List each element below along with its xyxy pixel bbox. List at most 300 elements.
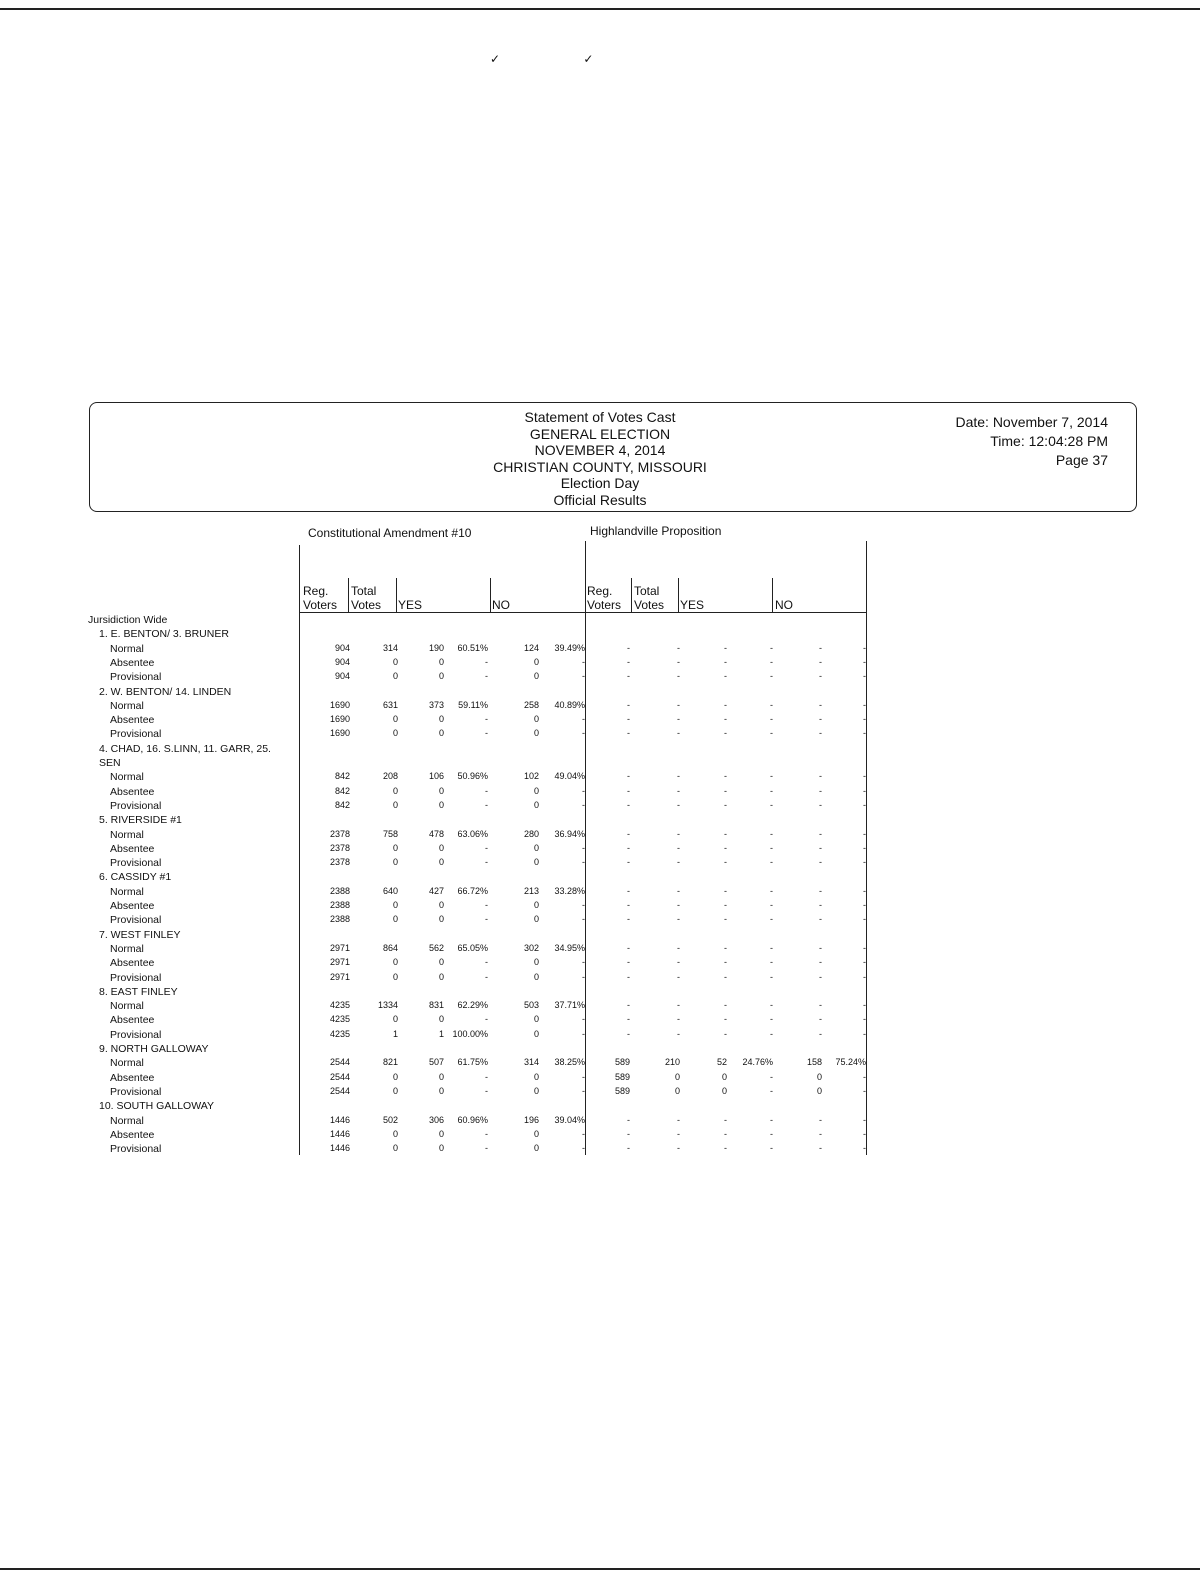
cell-value: - [770,1143,773,1154]
vote-type-label: Provisional [110,671,162,684]
cell-value: - [627,714,630,725]
table-row [0,657,1200,671]
cell-value: 0 [533,671,539,682]
cell-value: - [582,1085,585,1096]
cell-value: 0 [438,799,444,810]
cell-value: 0 [438,971,444,982]
table-row [0,771,1200,785]
table-row [0,1072,1200,1086]
cell-value: 0 [674,1071,680,1082]
cell-value: 0 [392,1128,398,1139]
cell-value: - [724,857,727,868]
precinct-label: 4. CHAD, 16. S.LINN, 11. GARR, 25. [99,742,271,755]
cell-value: - [863,942,866,953]
cell-value: 4235 [329,1014,350,1025]
cell-value: 478 [428,828,444,839]
table-row [0,628,1200,642]
precinct-label: 5. RIVERSIDE #1 [99,814,182,827]
cell-value: - [485,1085,488,1096]
cell-value: - [724,1000,727,1011]
cell-value: - [863,1028,866,1039]
cell-value: - [582,1014,585,1025]
cell-value: - [677,914,680,925]
cell-value: 0 [438,785,444,796]
cell-value: 33.28% [554,885,585,896]
cell-value: 196 [523,1114,539,1125]
cell-value: - [863,1071,866,1082]
col-tick [678,578,679,612]
col-header-no: NO [492,598,510,612]
cell-value: 0 [392,842,398,853]
cell-value: 1446 [329,1128,350,1139]
cell-value: 39.49% [554,642,585,653]
cell-value: - [627,799,630,810]
cell-value: - [863,1114,866,1125]
cell-value: 0 [392,799,398,810]
vote-type-label: Provisional [110,1028,162,1041]
cell-value: - [724,842,727,853]
cell-value: - [677,828,680,839]
cell-value: - [863,656,866,667]
cell-value: - [819,785,822,796]
table-row [0,1143,1200,1157]
cell-value: - [819,1114,822,1125]
table-row [0,757,1200,771]
cell-value: - [724,699,727,710]
cell-value: - [582,914,585,925]
cell-value: 427 [428,885,444,896]
cell-value: 758 [382,828,398,839]
col-tick [490,578,491,612]
cell-value: - [819,842,822,853]
cell-value: 0 [533,842,539,853]
cell-value: - [770,1028,773,1039]
cell-value: 831 [428,1000,444,1011]
cell-value: - [677,642,680,653]
cell-value: - [627,1014,630,1025]
cell-value: 2378 [329,842,350,853]
cell-value: - [677,728,680,739]
col-header-total-votes: Total Votes [634,584,665,612]
cell-value: 0 [533,857,539,868]
cell-value: - [582,1128,585,1139]
cell-value: 2544 [329,1085,350,1096]
table-row [0,871,1200,885]
col-tick [396,578,397,612]
cell-value: - [724,656,727,667]
cell-value: - [627,699,630,710]
report-title-block [390,409,810,508]
cell-value: - [819,799,822,810]
cell-value: - [677,785,680,796]
table-row [0,1000,1200,1014]
cell-value: 0 [438,842,444,853]
cell-value: - [582,728,585,739]
table-row [0,1086,1200,1100]
vote-type-label: Absentee [110,957,155,970]
cell-value: - [819,914,822,925]
cell-value: 0 [438,1071,444,1082]
cell-value: 0 [816,1071,822,1082]
table-row [0,1029,1200,1043]
col-header-yes: YES [398,598,423,612]
cell-value: 589 [614,1085,630,1096]
cell-value: - [627,785,630,796]
cell-value: - [627,1128,630,1139]
cell-value: - [485,671,488,682]
cell-value: 0 [438,656,444,667]
cell-value: - [819,656,822,667]
cell-value: 2544 [329,1057,350,1068]
cell-value: 0 [438,1014,444,1025]
cell-value: - [819,771,822,782]
cell-value: 38.25% [554,1057,585,1068]
precinct-label: 7. WEST FINLEY [99,928,181,941]
cell-value: 0 [392,971,398,982]
cell-value: 0 [392,1071,398,1082]
cell-value: 2388 [329,914,350,925]
cell-value: - [677,885,680,896]
cell-value: 842 [334,785,350,796]
table-row [0,1115,1200,1129]
vote-type-label: Normal [110,828,144,841]
cell-value: - [819,971,822,982]
cell-value: - [582,842,585,853]
cell-value: - [819,699,822,710]
cell-value: 124 [523,642,539,653]
cell-value: - [770,900,773,910]
cell-value: 52 [716,1057,727,1068]
cell-value: - [677,1028,680,1039]
cell-value: - [770,1014,773,1025]
cell-value: - [677,771,680,782]
cell-value: - [819,1143,822,1154]
group-label: Jursidiction Wide [88,614,168,626]
cell-value: 2544 [329,1071,350,1082]
table-row [0,643,1200,657]
table-row [0,814,1200,828]
cell-value: 0 [392,1085,398,1096]
cell-value: 158 [806,1057,822,1068]
cell-value: 0 [438,1085,444,1096]
cell-value: 213 [523,885,539,896]
cell-value: - [627,914,630,925]
cell-value: - [724,1143,727,1154]
vote-type-label: Normal [110,1057,144,1070]
cell-value: - [677,1000,680,1011]
cell-value: - [770,642,773,653]
cell-value: 1446 [329,1143,350,1154]
table-row [0,800,1200,814]
cell-value: 0 [438,1128,444,1139]
cell-value: - [677,671,680,682]
cell-value: 0 [533,971,539,982]
cell-value: - [770,1071,773,1082]
cell-value: 0 [392,1143,398,1154]
cell-value: 36.94% [554,828,585,839]
cell-value: - [627,857,630,868]
cell-value: - [770,1085,773,1096]
cell-value: - [770,828,773,839]
cell-value: 0 [533,728,539,739]
cell-value: - [582,785,585,796]
cell-value: - [724,1114,727,1125]
cell-value: - [582,1143,585,1154]
cell-value: - [724,971,727,982]
cell-value: - [819,1014,822,1025]
cell-value: 503 [523,1000,539,1011]
cell-value: - [485,900,488,910]
cell-value: 302 [523,942,539,953]
cell-value: 0 [438,857,444,868]
cell-value: 640 [382,885,398,896]
cell-value: 1690 [329,699,350,710]
table-row [0,829,1200,843]
cell-value: - [863,857,866,868]
cell-value: - [770,771,773,782]
vote-type-label: Provisional [110,914,162,927]
precinct-label: SEN [99,757,121,769]
col-tick [348,578,349,612]
cell-value: 0 [533,957,539,968]
cell-value: 0 [533,1085,539,1096]
table-row [0,743,1200,757]
cell-value: 4235 [329,1028,350,1039]
cell-value: 24.76% [742,1057,773,1068]
cell-value: 502 [382,1114,398,1125]
cell-value: - [863,1014,866,1025]
cell-value: 1 [438,1028,444,1039]
cell-value: 2971 [329,971,350,982]
cell-value: - [677,699,680,710]
cell-value: 100.00% [452,1028,488,1039]
cell-value: 63.06% [457,828,488,839]
cell-value: - [863,1128,866,1139]
table-row [0,943,1200,957]
vote-type-label: Absentee [110,1128,155,1141]
cell-value: 842 [334,771,350,782]
cell-value: 562 [428,942,444,953]
cell-value: - [770,1128,773,1139]
cell-value: - [627,942,630,953]
cell-value: - [770,914,773,925]
cell-value: 0 [533,785,539,796]
cell-value: 0 [392,1014,398,1025]
cell-value: 65.05% [457,942,488,953]
precinct-label: 2. W. BENTON/ 14. LINDEN [99,685,232,698]
cell-value: 0 [392,785,398,796]
cell-value: - [627,971,630,982]
cell-value: - [770,656,773,667]
cell-value: - [770,1000,773,1011]
cell-value: - [677,842,680,853]
cell-value: - [582,714,585,725]
cell-value: 2971 [329,957,350,968]
cell-value: - [724,771,727,782]
cell-value: 314 [382,642,398,653]
col-header-no: NO [775,598,793,612]
cell-value: - [677,1014,680,1025]
cell-value: - [819,957,822,968]
table-row [0,614,1200,628]
scan-marks: ✓ ✓ [490,52,634,66]
cell-value: - [770,885,773,896]
cell-value: 37.71% [554,1000,585,1011]
vote-type-label: Absentee [110,842,155,855]
table-row [0,857,1200,871]
cell-value: - [770,971,773,982]
cell-value: 4235 [329,1000,350,1011]
vote-type-label: Absentee [110,900,155,912]
cell-value: 1690 [329,728,350,739]
report-meta [955,413,1108,470]
col-tick [772,578,773,612]
cell-value: - [863,842,866,853]
cell-value: - [863,957,866,968]
cell-value: 258 [523,699,539,710]
cell-value: 0 [533,656,539,667]
cell-value: - [485,1071,488,1082]
cell-value: - [863,971,866,982]
cell-value: - [819,642,822,653]
vote-type-label: Absentee [110,714,155,727]
cell-value: - [485,914,488,925]
cell-value: 904 [334,656,350,667]
result-status: Official Results [553,491,647,508]
vote-type-label: Absentee [110,656,155,669]
cell-value: - [819,942,822,953]
cell-value: - [677,857,680,868]
cell-value: - [863,728,866,739]
cell-value: 75.24% [835,1057,866,1068]
table-row [0,671,1200,685]
cell-value: 2971 [329,942,350,953]
vote-type-label: Provisional [110,971,162,984]
cell-value: - [582,1071,585,1082]
cell-value: 0 [438,1143,444,1154]
table-row [0,843,1200,857]
cell-value: 904 [334,671,350,682]
cell-value: 0 [392,728,398,739]
cell-value: 190 [428,642,444,653]
cell-value: - [677,1128,680,1139]
county-name: CHRISTIAN COUNTY, MISSOURI [493,458,707,475]
cell-value: 0 [438,671,444,682]
cell-value: 0 [533,1014,539,1025]
table-row [0,986,1200,1000]
cell-value: 61.75% [457,1057,488,1068]
cell-value: - [770,699,773,710]
cell-value: - [724,828,727,839]
cell-value: - [627,957,630,968]
vote-type-label: Absentee [110,785,155,798]
cell-value: - [770,728,773,739]
cell-value: - [582,671,585,682]
table-row [0,1129,1200,1143]
cell-value: 314 [523,1057,539,1068]
cell-value: 34.95% [554,942,585,953]
cell-value: 59.11% [458,699,488,710]
cell-value: 1 [392,1028,398,1039]
table-row [0,914,1200,928]
cell-value: 0 [674,1085,680,1096]
cell-value: - [724,714,727,725]
col-header-reg-voters: Reg. Voters [303,584,338,612]
cell-value: - [724,914,727,925]
cell-value: - [485,728,488,739]
cell-value: - [819,857,822,868]
cell-value: 66.72% [457,885,488,896]
vote-type-label: Absentee [110,1071,155,1084]
cell-value: 2378 [329,828,350,839]
cell-value: - [770,942,773,953]
cell-value: - [819,900,822,910]
cell-value: 0 [392,857,398,868]
cell-value: - [724,1128,727,1139]
precinct-label: 1. E. BENTON/ 3. BRUNER [99,628,229,641]
col-tick [631,578,632,612]
vote-type-label: Normal [110,1114,144,1127]
cell-value: - [724,642,727,653]
table-row [0,728,1200,742]
cell-value: 589 [614,1057,630,1068]
table-row [0,1100,1200,1114]
cell-value: 0 [533,914,539,925]
cell-value: 0 [533,1128,539,1139]
cell-value: 0 [392,671,398,682]
precinct-label: 8. EAST FINLEY [99,985,178,998]
cell-value: - [770,842,773,853]
cell-value: 0 [392,914,398,925]
header-underline [299,612,867,613]
cell-value: - [677,656,680,667]
vote-type-label: Normal [110,885,144,898]
precinct-label: 6. CASSIDY #1 [99,871,172,884]
cell-value: 0 [533,714,539,725]
cell-value: - [724,1014,727,1025]
col-header-reg-voters: Reg. Voters [587,584,622,612]
cell-value: - [770,785,773,796]
vote-type-label: Normal [110,1000,144,1013]
cell-value: - [485,1128,488,1139]
cell-value: - [770,957,773,968]
cell-value: 2378 [329,857,350,868]
cell-value: - [724,1028,727,1039]
vote-type-label: Provisional [110,799,162,812]
cell-value: 0 [721,1071,727,1082]
cell-value: 631 [382,699,398,710]
cell-value: - [724,728,727,739]
cell-value: 1334 [377,1000,398,1011]
cell-value: - [819,728,822,739]
cell-value: - [627,671,630,682]
cell-value: 106 [428,771,444,782]
cell-value: - [485,1143,488,1154]
col-header-yes: YES [680,598,705,612]
cell-value: 0 [533,1028,539,1039]
cell-value: - [770,671,773,682]
cell-value: - [627,771,630,782]
cell-value: - [677,1143,680,1154]
cell-value: 60.96% [457,1114,488,1125]
cell-value: 306 [428,1114,444,1125]
cell-value: - [819,1128,822,1139]
vote-type-label: Provisional [110,1143,162,1156]
cell-value: 0 [392,900,398,910]
vote-type-label: Absentee [110,1014,155,1027]
cell-value: - [863,771,866,782]
table-row [0,714,1200,728]
